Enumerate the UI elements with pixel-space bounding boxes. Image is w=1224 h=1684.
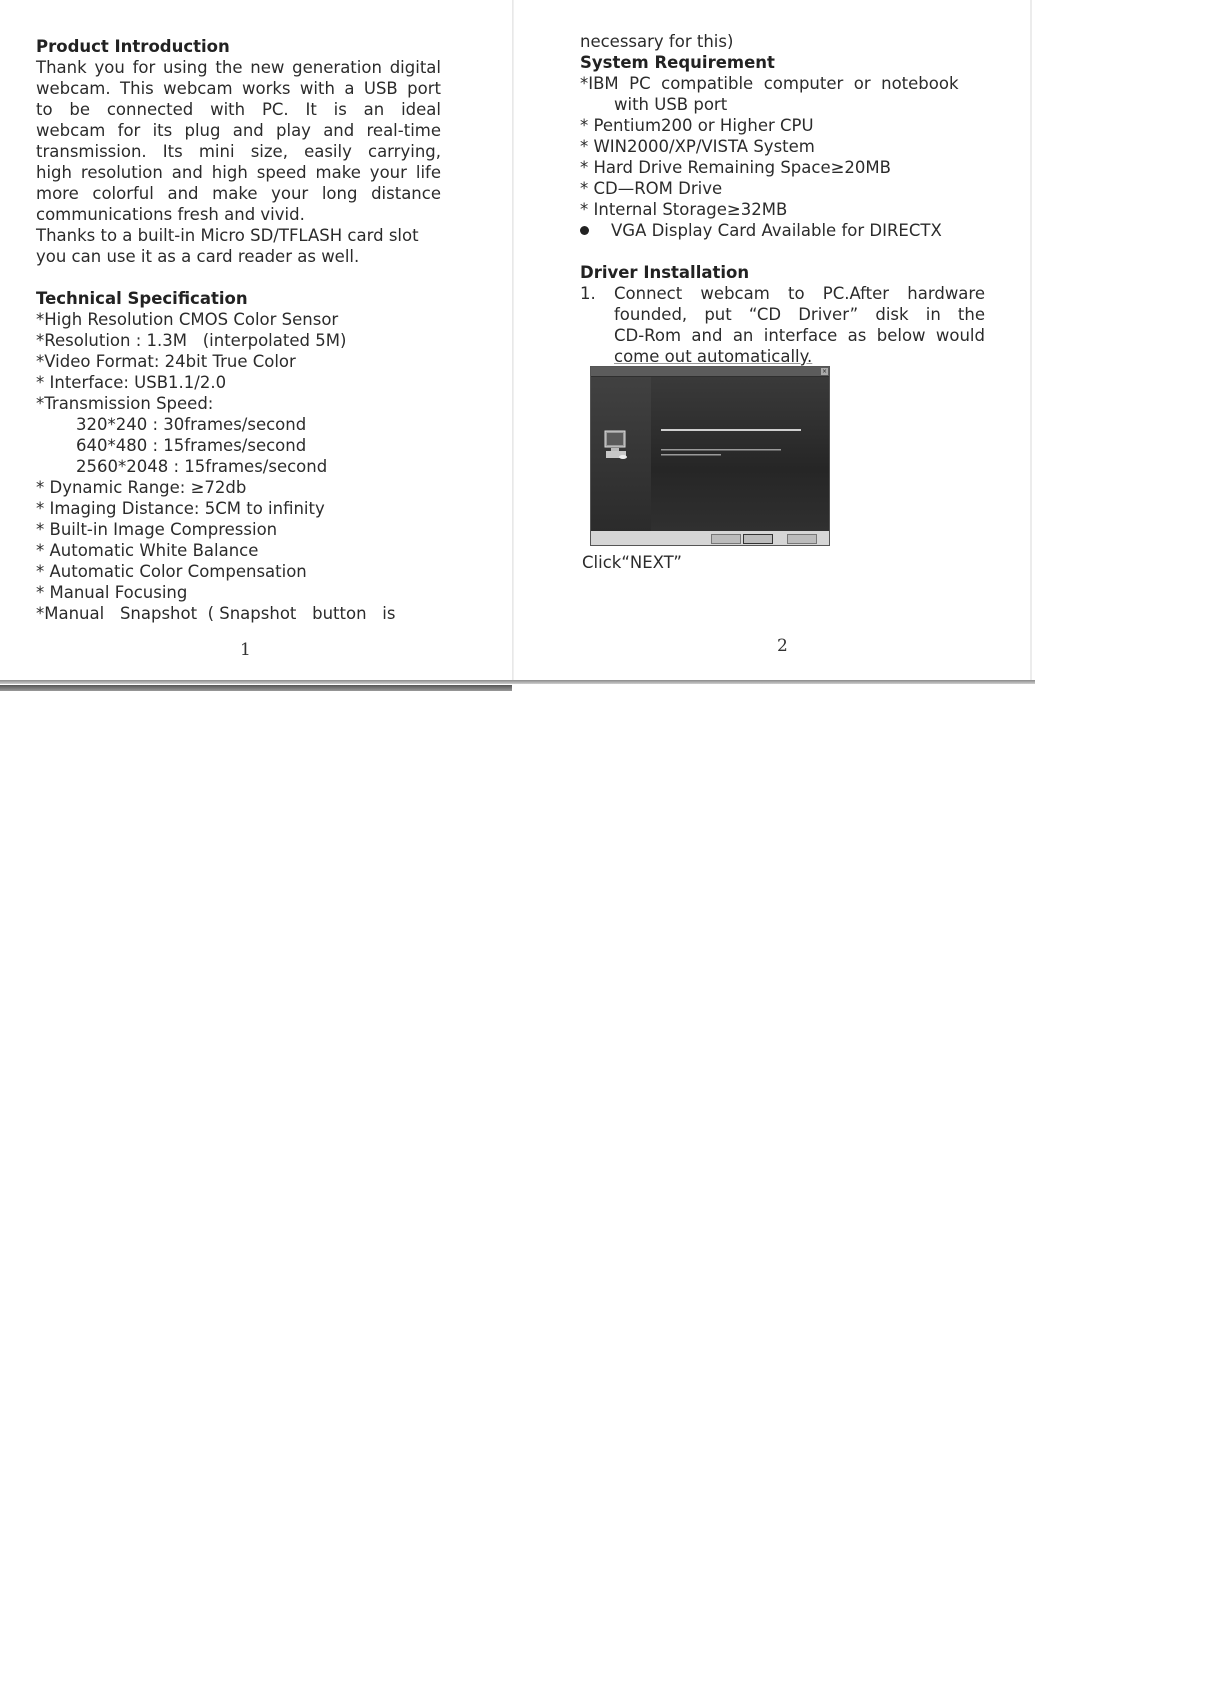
next-button[interactable] xyxy=(743,534,773,544)
technical-specification-heading: Technical Specification xyxy=(36,289,248,308)
scan-bottom-shadow xyxy=(0,685,512,691)
installer-side-panel xyxy=(591,377,651,531)
computer-icon xyxy=(603,429,629,461)
sysreq-item-cont: with USB port xyxy=(614,95,728,114)
intro-line: you can use it as a card reader as well. xyxy=(36,247,360,266)
intro-line: to be connected with PC. It is an ideal xyxy=(36,100,441,119)
continued-text: necessary for this) xyxy=(580,32,734,51)
driver-step-line: CD-Rom and an interface as below would xyxy=(614,326,985,345)
sysreq-item: * Internal Storage≥32MB xyxy=(580,200,788,219)
spec-item: *Manual Snapshot ( Snapshot button is xyxy=(36,604,396,623)
sysreq-item: * CD—ROM Drive xyxy=(580,179,723,198)
page-fold xyxy=(512,0,514,684)
cancel-button[interactable] xyxy=(787,534,817,544)
scan-bottom-edge xyxy=(0,680,1035,684)
spec-list xyxy=(36,309,441,624)
spec-item: * Built-in Image Compression xyxy=(36,520,278,539)
driver-step-number: 1. xyxy=(580,284,596,303)
installer-screenshot xyxy=(590,366,830,546)
speed-item: 320*240 : 30frames/second xyxy=(76,415,307,434)
installer-text-lines xyxy=(661,429,811,469)
page-number-left: 1 xyxy=(240,640,251,660)
driver-installation-heading: Driver Installation xyxy=(580,263,750,282)
driver-step-line: Connect webcam to PC.After hardware xyxy=(614,284,985,303)
installer-body xyxy=(591,377,829,531)
intro-line: Thanks to a built-in Micro SD/TFLASH card slot xyxy=(36,226,419,245)
intro-line: webcam. This webcam works with a USB port xyxy=(36,79,441,98)
scan-right-edge xyxy=(1030,0,1032,684)
spec-item: * Interface: USB1.1/2.0 xyxy=(36,373,227,392)
intro-line: Thank you for using the new generation digital xyxy=(36,58,441,77)
speed-item: 2560*2048 : 15frames/second xyxy=(76,457,328,476)
speed-item: 640*480 : 15frames/second xyxy=(76,436,307,455)
spec-item: * Automatic White Balance xyxy=(36,541,259,560)
click-next-caption: Click“NEXT” xyxy=(582,553,682,572)
close-icon: × xyxy=(821,368,828,375)
spec-item: * Dynamic Range: ≥72db xyxy=(36,478,247,497)
sysreq-item: *IBM PC compatible computer or notebook xyxy=(580,74,959,93)
spec-item: * Imaging Distance: 5CM to infinity xyxy=(36,499,325,518)
intro-line: transmission. Its mini size, easily carrying, xyxy=(36,142,441,161)
driver-step-line: come out automatically. xyxy=(614,347,813,366)
sysreq-bullet-text: VGA Display Card Available for DIRECTX xyxy=(611,221,942,240)
intro-line: communications fresh and vivid. xyxy=(36,205,305,224)
intro-line: webcam for its plug and play and real-time xyxy=(36,121,441,140)
back-button[interactable] xyxy=(711,534,741,544)
installer-title-bar xyxy=(591,367,829,376)
spec-item: *Transmission Speed: xyxy=(36,394,214,413)
left-page xyxy=(36,36,441,624)
spec-item: *Resolution : 1.3M (interpolated 5M) xyxy=(36,331,347,350)
driver-step xyxy=(580,283,985,367)
right-page xyxy=(580,31,985,367)
sysreq-item: * Pentium200 or Higher CPU xyxy=(580,116,814,135)
spec-item: *High Resolution CMOS Color Sensor xyxy=(36,310,339,329)
spec-item: *Video Format: 24bit True Color xyxy=(36,352,296,371)
intro-line: more colorful and make your long distance xyxy=(36,184,441,203)
spec-item: * Automatic Color Compensation xyxy=(36,562,307,581)
sysreq-item: * WIN2000/XP/VISTA System xyxy=(580,137,815,156)
page-number-right: 2 xyxy=(777,636,788,656)
sysreq-item: * Hard Drive Remaining Space≥20MB xyxy=(580,158,891,177)
intro-line: high resolution and high speed make your life xyxy=(36,163,441,182)
product-introduction-heading: Product Introduction xyxy=(36,37,230,56)
driver-step-line: founded, put “CD Driver” disk in the xyxy=(614,305,985,324)
system-requirement-heading: System Requirement xyxy=(580,53,775,72)
bullet-icon xyxy=(580,226,589,235)
intro-paragraph xyxy=(36,57,441,267)
spec-item: * Manual Focusing xyxy=(36,583,188,602)
installer-footer xyxy=(591,531,829,545)
sysreq-bullet-item xyxy=(580,220,985,241)
